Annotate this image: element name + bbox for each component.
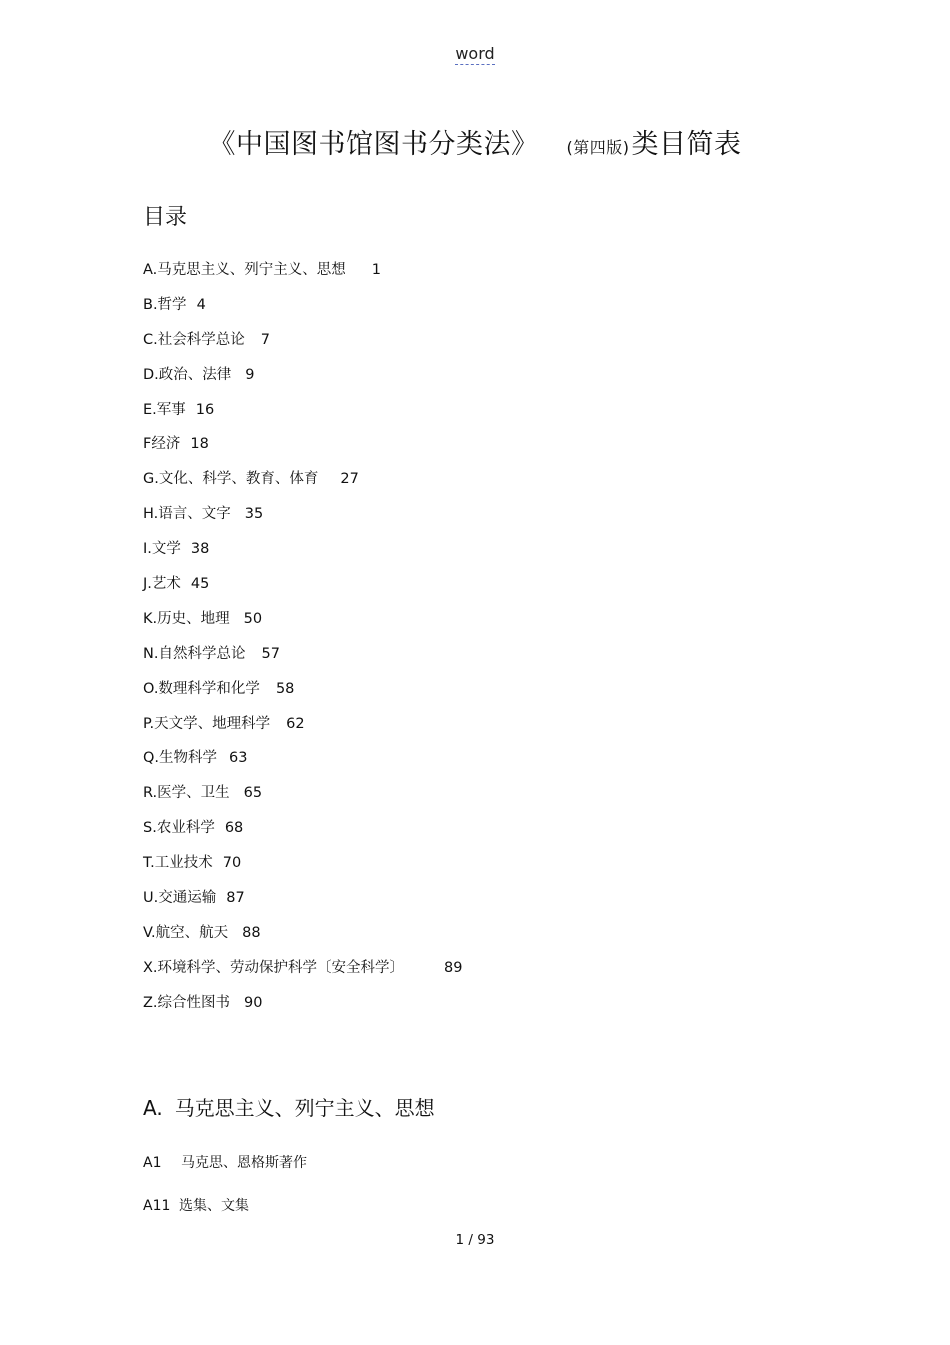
- toc-entry[interactable]: [143, 468, 463, 503]
- toc-entry-page: 45: [190, 576, 210, 593]
- toc-entry[interactable]: [143, 747, 463, 782]
- toc-entry-label: B.哲学: [143, 296, 187, 313]
- page-separator: /: [468, 1232, 473, 1248]
- toc-entry-label: Q.生物科学: [143, 750, 218, 767]
- toc-entry-page: 90: [244, 994, 263, 1011]
- toc-entry-page: 7: [260, 331, 270, 348]
- toc-entry[interactable]: [143, 433, 463, 468]
- page-current: 1: [455, 1232, 465, 1248]
- toc-entry-page: 70: [222, 855, 242, 872]
- toc-entry-page: 58: [275, 680, 295, 697]
- class-code: A1: [143, 1155, 162, 1171]
- class-label: 马克思、恩格斯著作: [181, 1155, 307, 1171]
- toc-entry[interactable]: [143, 922, 463, 957]
- toc-entry[interactable]: [143, 503, 463, 538]
- toc-entry[interactable]: [143, 887, 463, 922]
- toc-entry[interactable]: [143, 643, 463, 678]
- toc-entry-label: F经济: [143, 436, 181, 453]
- page-total: 93: [477, 1232, 495, 1248]
- toc-entry-label: I.文学: [143, 541, 181, 558]
- toc-entry[interactable]: [143, 399, 463, 434]
- class-label: 选集、文集: [179, 1198, 249, 1214]
- toc-entry[interactable]: [143, 992, 463, 1027]
- toc-entry-label: G.文化、科学、教育、体育: [143, 471, 319, 488]
- toc-entry-page: 27: [340, 471, 359, 488]
- page-header: [0, 44, 950, 63]
- toc-entry-page: 68: [224, 820, 244, 837]
- toc-entry[interactable]: [143, 678, 463, 713]
- toc-entry-page: 38: [190, 541, 210, 558]
- toc-entry-page: 87: [226, 890, 245, 907]
- toc-entry-page: 16: [195, 401, 215, 418]
- toc-entry-label: D.政治、法律: [143, 366, 232, 383]
- toc-entry-page: 65: [243, 785, 263, 802]
- toc-heading: 目录: [143, 205, 188, 230]
- toc-entry-label: R.医学、卫生: [143, 785, 230, 802]
- toc-entry-label: Z.综合性图书: [143, 994, 231, 1011]
- toc-entry-page: 88: [242, 924, 261, 941]
- title-edition: (第四版): [566, 138, 630, 157]
- section-letter: A.: [143, 1096, 163, 1120]
- toc-entry-page: 62: [286, 715, 305, 732]
- toc-entry[interactable]: [143, 608, 463, 643]
- toc-entry[interactable]: [143, 329, 463, 364]
- toc-entry[interactable]: [143, 259, 463, 294]
- toc-entry-page: 1: [371, 262, 382, 278]
- page-footer: [0, 1232, 950, 1248]
- toc-entry[interactable]: [143, 538, 463, 573]
- toc-entry[interactable]: [143, 852, 463, 887]
- toc-entry-page: 89: [444, 959, 463, 976]
- toc-entry[interactable]: [143, 294, 463, 329]
- toc-entry-label: E.军事: [143, 401, 186, 418]
- toc-entry-page: 50: [243, 610, 263, 627]
- toc-entry[interactable]: [143, 782, 463, 817]
- header-label: word: [455, 44, 495, 63]
- class-entry: [143, 1195, 249, 1215]
- toc-entry-label: V.航空、航天: [143, 924, 229, 941]
- toc-entry-label: O.数理科学和化学: [143, 680, 260, 697]
- toc-entry-label: H.语言、文字: [143, 506, 231, 523]
- toc-entry[interactable]: [143, 364, 463, 399]
- section-heading: [143, 1092, 435, 1121]
- toc-entry-label: N.自然科学总论: [143, 645, 246, 662]
- toc-entry[interactable]: [143, 573, 463, 608]
- toc-entry[interactable]: [143, 713, 463, 748]
- toc-entry-label: J.艺术: [143, 576, 181, 593]
- toc-entry-page: 9: [245, 366, 255, 383]
- title-main: 《中国图书馆图书分类法》: [208, 129, 539, 160]
- toc-entry-page: 57: [261, 645, 280, 662]
- class-entry: [143, 1152, 307, 1172]
- toc-entry[interactable]: [143, 817, 463, 852]
- title-suffix: 类目简表: [631, 129, 742, 160]
- toc-entry-label: P.天文学、地理科学: [143, 715, 271, 732]
- toc-entry-page: 35: [244, 506, 264, 523]
- section-title: 马克思主义、列宁主义、思想: [174, 1096, 435, 1120]
- toc-entry-label: X.环境科学、劳动保护科学〔安全科学〕: [143, 959, 405, 976]
- toc-entry-label: C.社会科学总论: [143, 331, 245, 348]
- class-code: A11: [143, 1198, 171, 1214]
- toc-entry-label: K.历史、地理: [143, 610, 230, 627]
- document-title: [0, 122, 950, 161]
- toc-entry-label: T.工业技术: [143, 855, 213, 872]
- toc-entry-page: 63: [229, 750, 248, 767]
- toc-entry[interactable]: [143, 957, 463, 992]
- toc-entry-label: S.农业科学: [143, 820, 215, 837]
- toc-entry-page: 4: [196, 296, 206, 313]
- toc-entry-page: 18: [190, 436, 209, 453]
- toc-entry-label: U.交通运输: [143, 890, 217, 907]
- table-of-contents: [143, 259, 463, 1027]
- toc-entry-label: A.马克思主义、列宁主义、思想: [143, 262, 346, 278]
